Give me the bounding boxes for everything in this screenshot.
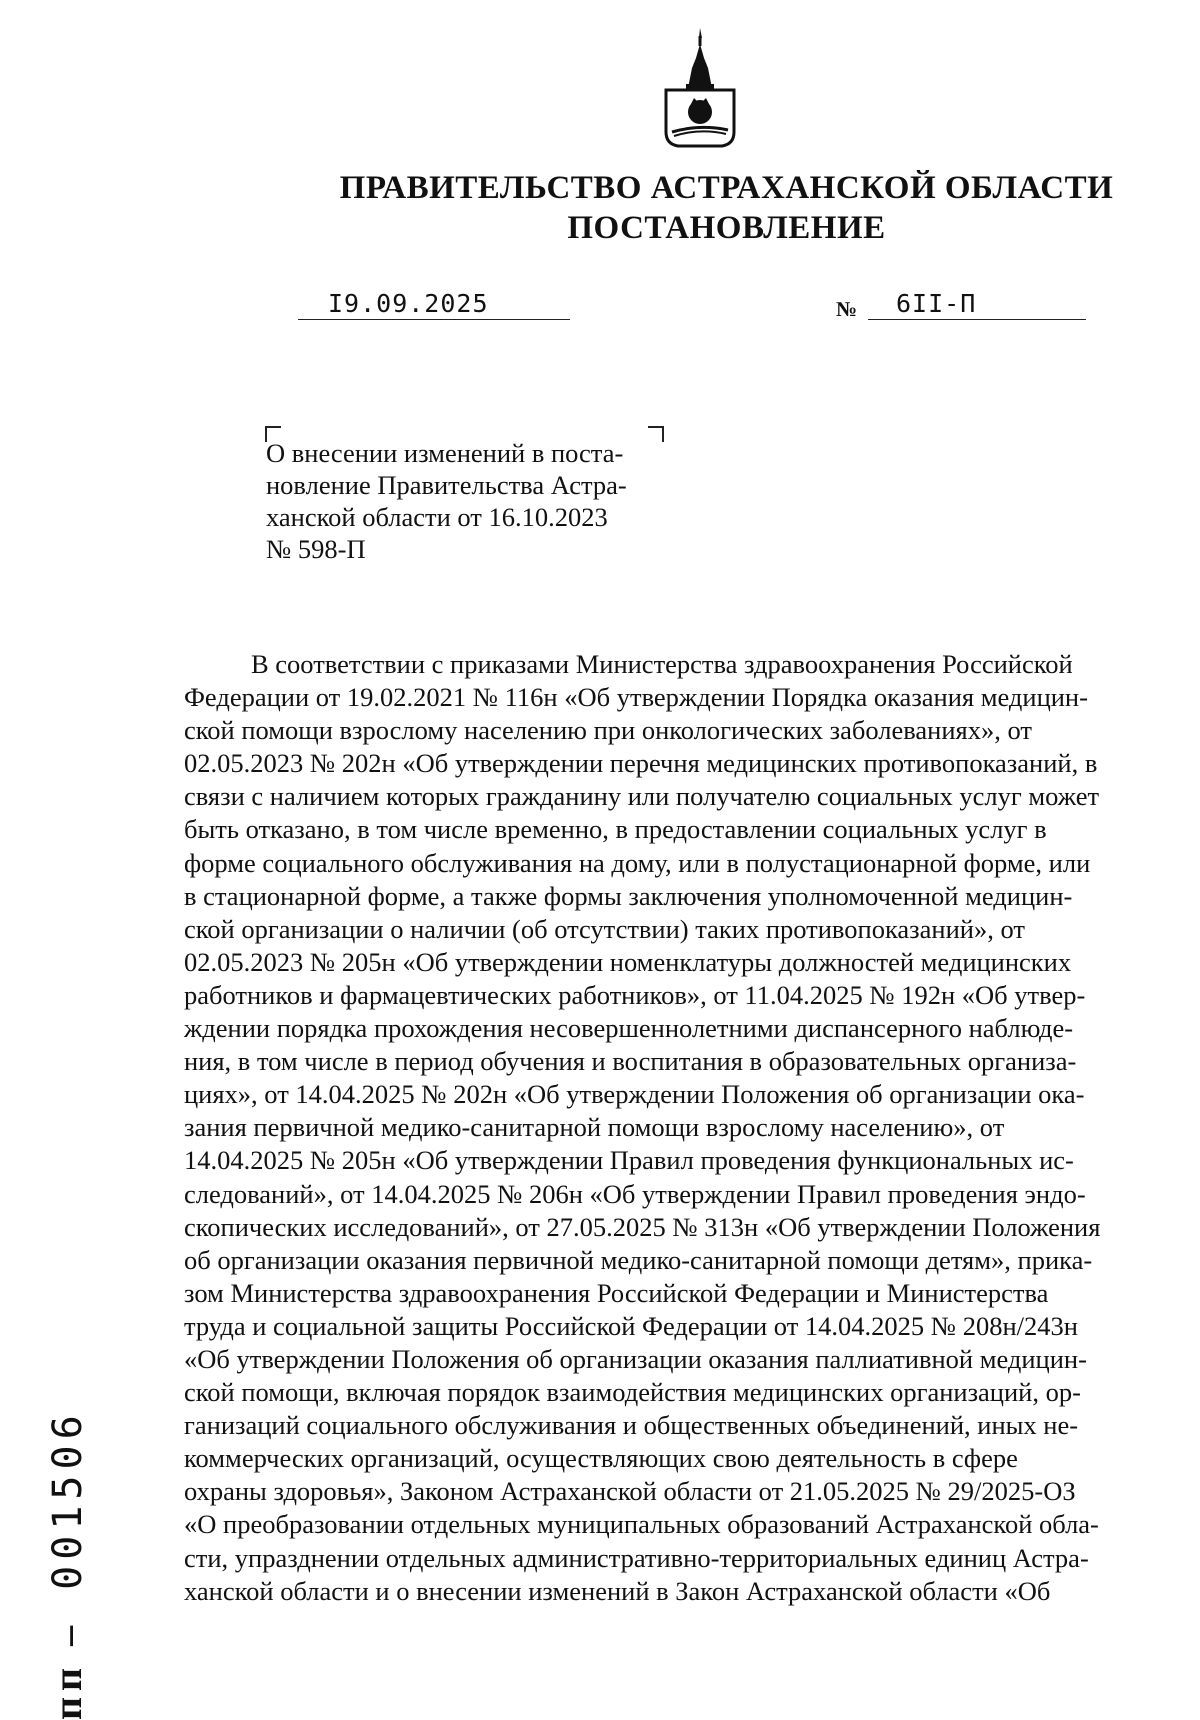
body-line: форме социального обслуживания на дому, или в полустационарной форме, или [184,847,1091,878]
body-line: скопических исследований», от 27.05.2025 № 313н «Об утверждении Положения [184,1211,1101,1242]
document-body [184,648,1152,1608]
body-line: зом Министерства здравоохранения Российской Федерации и Министерства [184,1277,1049,1308]
document-subject [266,437,658,565]
body-line: работников и фармацевтических работников», от 11.04.2025 № 192н «Об утвер- [184,979,1086,1010]
body-line: охраны здоровья», Законом Астраханской области от 21.05.2025 № 29/2025-ОЗ [184,1476,1076,1507]
body-line: труда и социальной защиты Российской Федерации от 14.04.2025 № 208н/243н [184,1310,1078,1341]
body-line: 02.05.2023 № 205н «Об утверждении номенклатуры должностей медицинских [184,946,1072,977]
body-line: ской помощи, включая порядок взаимодействия медицинских организаций, ор- [184,1377,1081,1408]
body-line: 14.04.2025 № 205н «Об утверждении Правил проведения функциональных ис- [184,1145,1074,1176]
body-line: сти, упразднении отдельных административно-территориальных единиц Астра- [184,1542,1089,1573]
body-line: «Об утверждении Положения об организации оказания паллиативной медицин- [184,1343,1087,1374]
body-line: ханской области и о внесении изменений в Закон Астраханской области «Об [184,1575,1051,1606]
organization-title: ПРАВИТЕЛЬСТВО АСТРАХАНСКОЙ ОБЛАСТИ [339,170,1114,206]
document-date-field [298,289,570,320]
subject-line: № 598-П [266,534,366,564]
body-line: следований», от 14.04.2025 № 206н «Об утверждении Правил проведения эндо- [184,1178,1086,1209]
body-line: быть отказано, в том числе временно, в предоставлении социальных услуг в [184,814,1047,845]
body-line: В соответствии с приказами Министерства здравоохранения Российской [251,649,1073,679]
body-line: в стационарной форме, а также формы заключения уполномоченной медицин- [184,880,1073,911]
body-line: связи с наличием которых гражданину или получателю социальных услуг может [184,781,1100,812]
number-label: № [836,297,858,321]
body-line: зания первичной медико-санитарной помощи взрослому населению», от [184,1112,1005,1143]
body-line: «О преобразовании отдельных муниципальных образований Астраханской обла- [184,1509,1099,1540]
body-line: ждении порядка прохождения несовершеннолетними диспансерного наблюде- [184,1013,1074,1044]
astrakhan-coat-of-arms-icon [658,28,742,156]
body-line: ской помощи взрослому населению при онкологических заболеваниях», от [184,715,1032,746]
body-line: ской организации о наличии (об отсутствии) таких противопоказаний», от [184,913,1025,944]
document-number-field [868,289,1086,320]
registry-stamp [44,1409,91,1720]
stamp-prefix: пп – [45,1619,90,1720]
subject-line: О внесении изменений в поста- [266,438,624,468]
body-line: Федерации от 19.02.2021 № 116н «Об утверждении Порядка оказания медицин- [184,682,1088,713]
subject-line: ханской области от 16.10.2023 [266,502,608,532]
document-date: I9.09.2025 [328,289,489,318]
body-line: 02.05.2023 № 202н «Об утверждении перечня медицинских противопоказаний, в [184,748,1098,779]
subject-line: новление Правительства Астра- [266,470,627,500]
body-line: ния, в том числе в период обучения и воспитания в образовательных организа- [184,1046,1077,1077]
document-number: 6II-П [896,289,977,318]
body-line: ганизаций социального обслуживания и общественных объединений, иных не- [184,1410,1079,1441]
body-line: циях», от 14.04.2025 № 202н «Об утверждении Положения об организации ока- [184,1079,1085,1110]
body-line: об организации оказания первичной медико-санитарной помощи детям», прика- [184,1244,1093,1275]
body-line: коммерческих организаций, осуществляющих свою деятельность в сфере [184,1443,1018,1474]
document-type: ПОСТАНОВЛЕНИЕ [567,210,886,246]
stamp-serial: 001506 [45,1409,91,1590]
